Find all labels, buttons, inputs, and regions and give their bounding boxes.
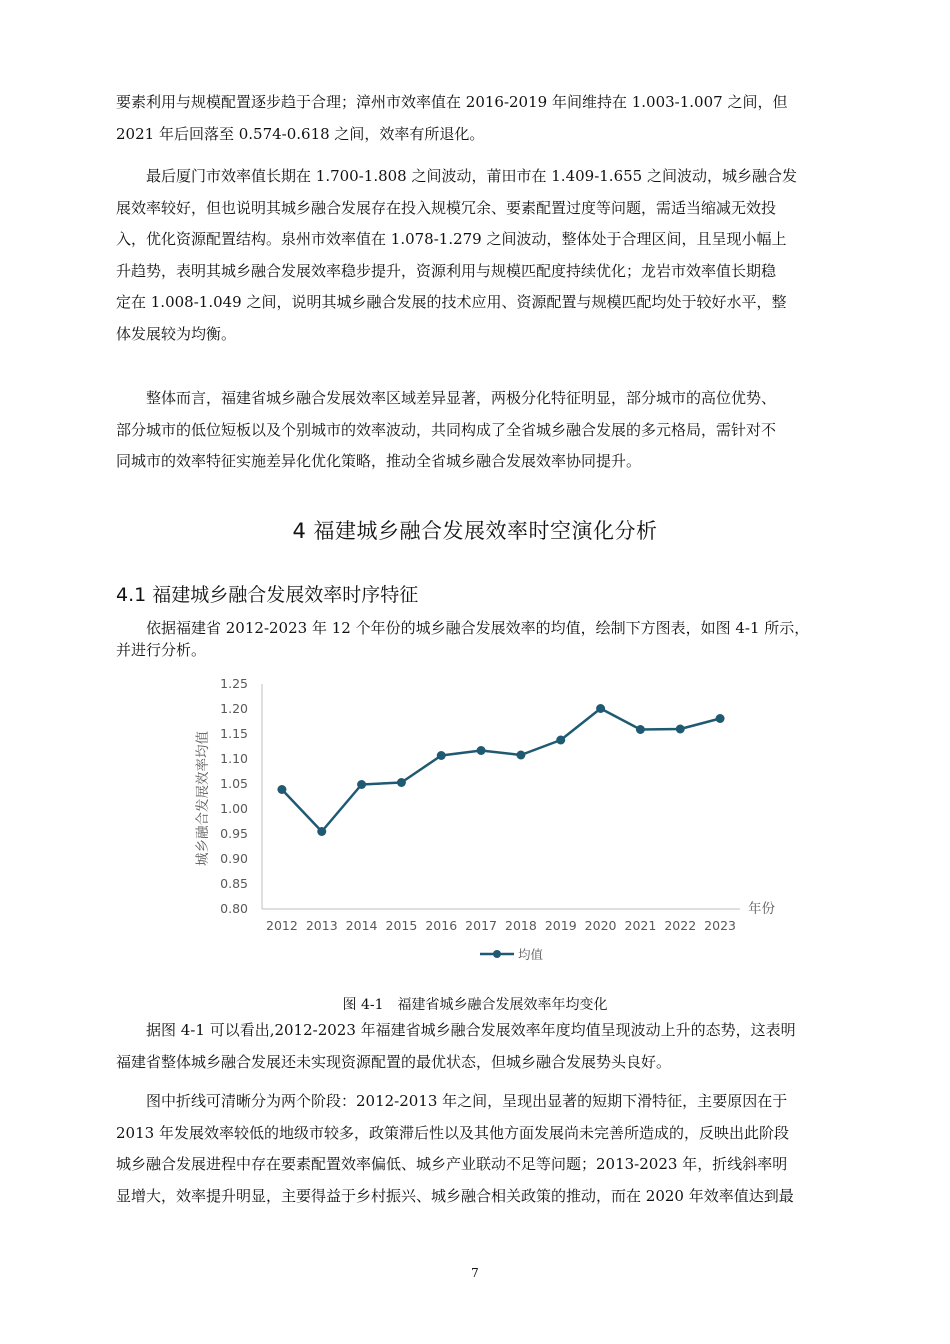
paragraph-overall [116,383,840,478]
y-tick-label: 0.95 [220,826,248,841]
text-line: 显增大，效率提升明显，主要得益于乡村振兴、城乡融合相关政策的推动，而在 2020 年效率值达到最 [116,1186,794,1205]
y-tick-label: 1.20 [220,701,248,716]
text-line: 并进行分析。 [116,641,207,659]
text-line: 展效率较好，但也说明其城乡融合发展存在投入规模冗余、要素配置过度等问题，需适当缩减无效投 [116,198,777,217]
y-axis-ticks [220,676,248,916]
y-tick-label: 1.25 [220,676,248,691]
data-point [716,714,725,723]
data-point [397,778,406,787]
x-tick-label: 2023 [704,918,736,933]
data-point [636,725,645,734]
text-line: 最后厦门市效率值长期在 1.700-1.808 之间波动，莆田市在 1.409-1.655 之间波动，城乡融合发 [146,167,797,185]
data-point [596,704,605,713]
y-tick-label: 1.05 [220,776,248,791]
y-tick-label: 1.00 [220,801,248,816]
text-line: 体发展较为均衡。 [116,324,237,343]
text-line: 据图 4-1 可以看出,2012-2023 年福建省城乡融合发展效率年度均值呈现波动上升的态势，这表明 [146,1021,796,1039]
y-tick-label: 1.10 [220,751,248,766]
paragraph-xiamen-putian [116,161,840,350]
data-point [357,780,366,789]
data-point [277,785,286,794]
x-tick-label: 2021 [624,918,657,933]
x-tick-label: 2015 [385,918,418,933]
series-average [277,704,724,836]
text-line: 整体而言，福建省城乡融合发展效率区域差异显著，两极分化特征明显，部分城市的高位优势、 [146,389,777,407]
y-tick-label: 0.85 [220,876,248,891]
paragraph-stages [116,1086,840,1212]
x-tick-label: 2019 [544,918,577,933]
data-point [437,751,446,760]
y-tick-label: 0.90 [220,851,248,866]
text-line: 城乡融合发展进程中存在要素配置效率偏低、城乡产业联动不足等问题；2013-2023 年，折线斜率明 [116,1155,788,1173]
subsection-heading: 4.1 福建城乡融合发展效率时序特征 [116,584,419,606]
x-tick-label: 2022 [664,918,697,933]
legend-label: 均值 [518,947,544,962]
y-tick-label: 0.80 [220,901,248,916]
text-line: 福建省整体城乡融合发展还未实现资源配置的最优状态，但城乡融合发展势头良好。 [116,1052,672,1071]
x-tick-label: 2014 [345,918,378,933]
text-line: 同城市的效率特征实施差异化优化策略，推动全省城乡融合发展效率协同提升。 [116,452,642,470]
line-chart [180,668,800,978]
x-tick-label: 2016 [425,918,458,933]
paragraph-zhangzhou [116,87,840,150]
text-line: 图中折线可清晰分为两个阶段：2012-2013 年之间，呈现出显著的短期下滑特征，主要原因在于 [146,1092,788,1110]
x-tick-label: 2013 [305,918,338,933]
paragraph-figure-analysis [116,1015,840,1078]
y-tick-label: 1.15 [220,726,248,741]
data-point [676,725,685,734]
y-axis-title: 城乡融合发展效率均值 [195,731,211,866]
x-axis-title: 年份 [748,901,775,917]
text-line: 升趋势，表明其城乡融合发展效率稳步提升，资源利用与规模匹配度持续优化；龙岩市效率值长期稳 [116,261,777,280]
x-tick-label: 2020 [584,918,617,933]
x-tick-label: 2018 [505,918,537,933]
data-point [556,736,565,745]
series-line [282,709,720,832]
legend-dot-marker [493,950,501,958]
text-line: 依据福建省 2012-2023 年 12 个年份的城乡融合发展效率的均值，绘制下方图表，如图 4-1 所示， [146,619,810,637]
text-line: 入，优化资源配置结构。泉州市效率值在 1.078-1.279 之间波动，整体处于合理区间，且呈现小幅上 [116,230,787,248]
x-tick-label: 2017 [465,918,497,933]
x-axis-ticks [266,918,736,933]
paragraph-intro [116,617,840,661]
text-line: 2013 年发展效率较低的地级市较多，政策滞后性以及其他方面发展尚未完善所造成的，反映出此阶段 [116,1123,789,1142]
text-line: 部分城市的低位短板以及个别城市的效率波动，共同构成了全省城乡融合发展的多元格局，需针对不 [116,420,777,439]
text-line: 要素利用与规模配置逐步趋于合理；漳州市效率值在 2016-2019 年间维持在 1.003-1.007 之间，但 [116,93,788,111]
data-point [516,751,525,760]
x-tick-label: 2012 [266,918,298,933]
section-heading: 4 福建城乡融合发展效率时空演化分析 [292,519,658,543]
text-line: 定在 1.008-1.049 之间，说明其城乡融合发展的技术应用、资源配置与规模匹配均处于较好水平，整 [116,293,787,311]
data-point [477,746,486,755]
figure-caption: 图 4-1 福建省城乡融合发展效率年均变化 [342,997,608,1013]
page-number: 7 [471,1266,479,1280]
text-line: 2021 年后回落至 0.574-0.618 之间，效率有所退化。 [116,124,485,143]
data-point [317,827,326,836]
chart-legend [480,947,544,962]
